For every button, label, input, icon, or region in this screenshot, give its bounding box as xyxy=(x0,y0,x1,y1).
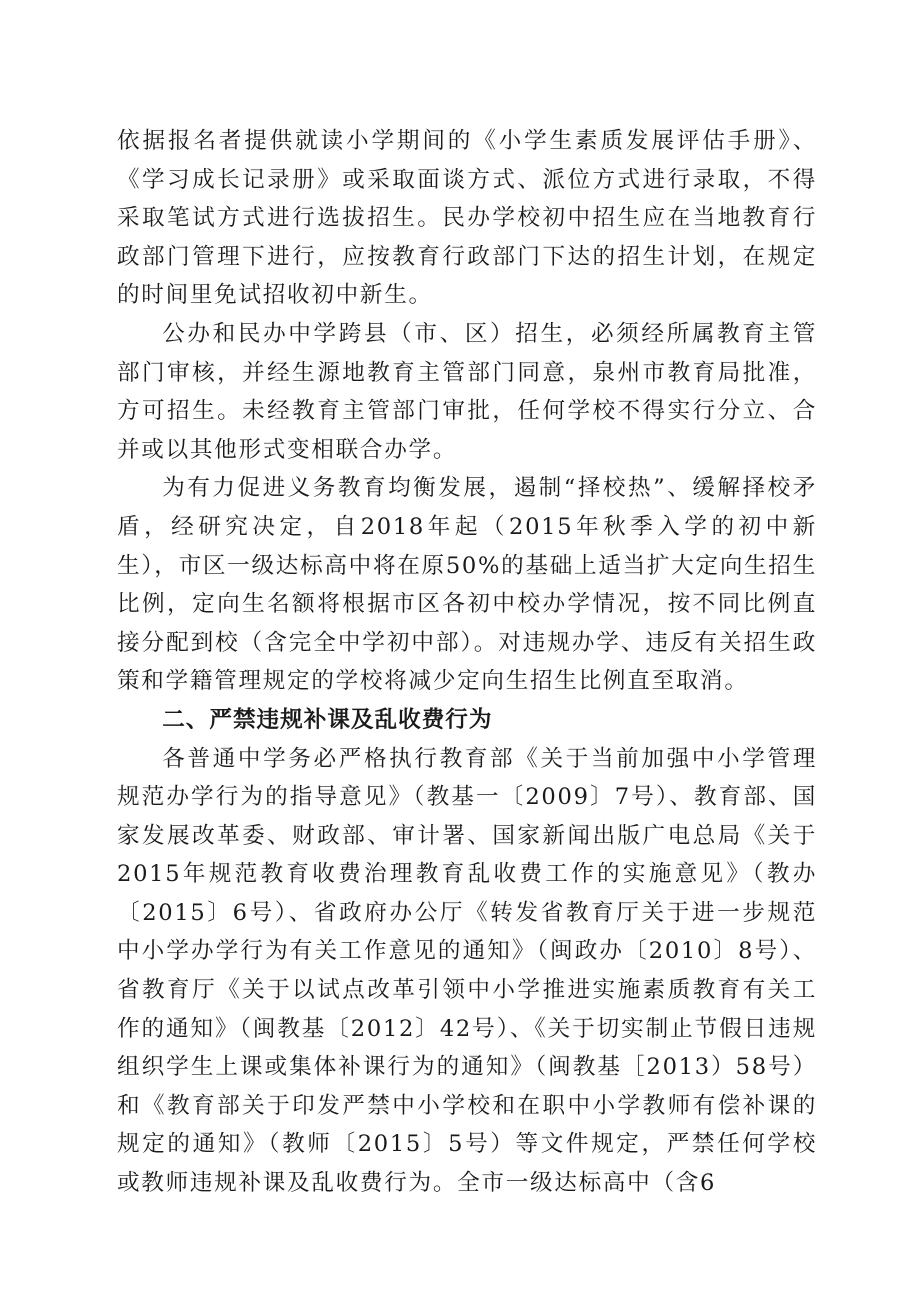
paragraph-admission-methods: 依据报名者提供就读小学期间的《小学生素质发展评估手册》、《学习成长记录册》或采取面谈方式、派位方式进行录取，不得采取笔试方式进行选拔招生。民办学校初中招生应在当地教育行政部门管理下进行，应按教育行政部门下达的招生计划，在规定的时间里免试招收初中新生。 xyxy=(117,128,817,309)
section-heading: 二、严禁违规补课及乱收费行为 xyxy=(162,706,493,733)
document-body xyxy=(117,122,817,1203)
paragraph-directed-students: 为有力促进义务教育均衡发展，遏制“择校热”、缓解择校矛盾，经研究决定，自2018年起（2015年秋季入学的初中新生），市区一级达标高中将在原50%的基础上适当扩大定向生招生比例，定向生名额将根据市区各初中校办学情况，按不同比例直接分配到校（含完全中学初中部）。对违规办学、违反有关招生政策和学籍管理规定的学校将减少定向生招生比例直至取消。 xyxy=(117,475,817,695)
paragraph-tutoring-fees: 各普通中学务必严格执行教育部《关于当前加强中小学管理规范办学行为的指导意见》（教基一〔2009〕7号）、教育部、国家发展改革委、财政部、审计署、国家新闻出版广电总局《关于2015年规范教育收费治理教育乱收费工作的实施意见》（教办〔2015〕6号）、省政府办公厅《转发省教育厅关于进一步规范中小学办学行为有关工作意见的通知》（闽政办〔2010〕8号）、省教育厅《关于以试点改革引领中小学推进实施素质教育有关工作的通知》（闽教基〔2012〕42号）、《关于切实制止节假日违规组织学生上课或集体补课行为的通知》（闽教基［2013）58号）和《教育部关于印发严禁中小学校和在职中小学教师有偿补课的规定的通知》（教师〔2015〕5号）等文件规定，严禁任何学校或教师违规补课及乱收费行为。全市一级达标高中（含6 xyxy=(117,745,817,1197)
paragraph-cross-county-enrollment: 公办和民办中学跨县（市、区）招生，必须经所属教育主管部门审核，并经生源地教育主管部门同意，泉州市教育局批准，方可招生。未经教育主管部门审批，任何学校不得实行分立、合并或以其他形式变相联合办学。 xyxy=(117,320,817,463)
